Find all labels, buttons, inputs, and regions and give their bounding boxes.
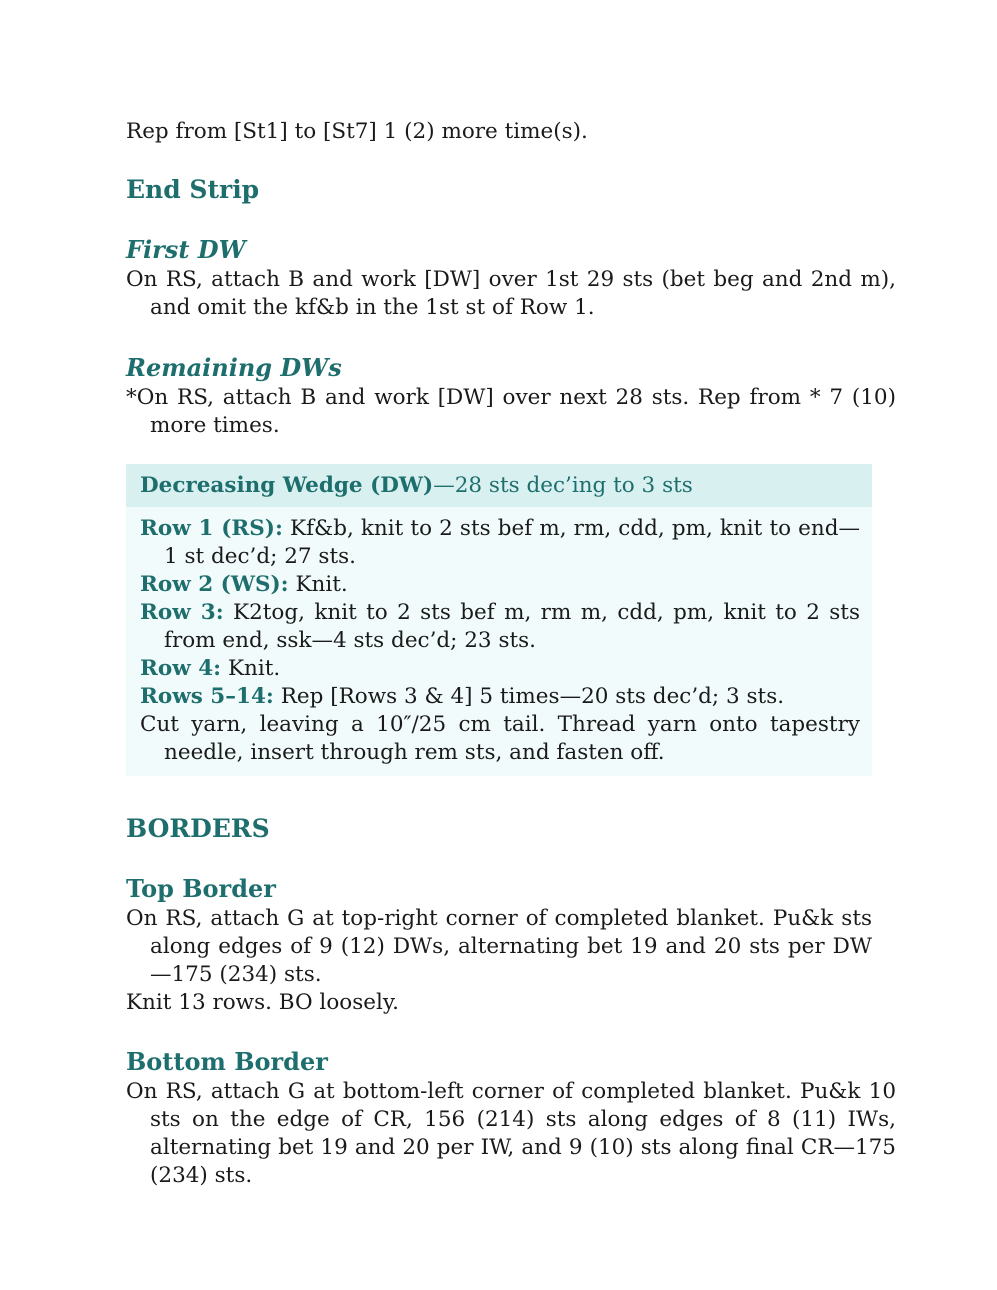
first-dw-text: On RS, attach B and work [DW] over 1st 29 sts (bet beg and 2nd m), and omit the kf&b in the 1st st of Row 1. <box>126 267 896 320</box>
row-label: Rows 5–14: <box>140 684 274 709</box>
row-2 <box>140 571 860 599</box>
box-title-rest: —28 sts dec’ing to 3 sts <box>433 473 693 498</box>
row-label: Row 1 (RS): <box>140 516 283 541</box>
row-text: Knit. <box>288 572 348 597</box>
row-1 <box>140 515 860 571</box>
box-body <box>126 507 872 775</box>
rows-5-14 <box>140 683 860 711</box>
row-text: Knit. <box>221 656 281 681</box>
bottom-border-text: On RS, attach G at bottom-left corner of completed blanket. Pu&k 10 sts on the edge of CR, 156 (214) sts along edges of 8 (11) IWs, alternating bet 19 and 20 per IW, and 9 (10) sts along final CR—175 (234) sts. <box>126 1079 896 1188</box>
box-title-bold: Decreasing Wedge (DW) <box>140 473 434 498</box>
box-title <box>126 464 872 507</box>
row-label: Row 2 (WS): <box>140 572 289 597</box>
row-text: Kf&b, knit to 2 sts bef m, rm, cdd, pm, knit to end—1 st dec’d; 27 sts. <box>164 516 860 569</box>
end-strip-heading: End Strip <box>126 175 260 204</box>
box-closing: Cut yarn, leaving a 10″/25 cm tail. Thread yarn onto tapestry needle, insert through rem sts, and fasten off. <box>140 712 860 765</box>
top-border-text-2: Knit 13 rows. BO loosely. <box>126 990 399 1015</box>
row-text: K2tog, knit to 2 sts bef m, rm m, cdd, pm, knit to 2 sts from end, ssk—4 sts dec’d; 23 sts. <box>164 600 860 653</box>
row-label: Row 4: <box>140 656 222 681</box>
row-4 <box>140 655 860 683</box>
top-border-text: On RS, attach G at top-right corner of completed blanket. Pu&k sts along edges of 9 (12) DWs, alternating bet 19 and 20 sts per DW—175 (234) sts. <box>126 906 872 987</box>
borders-heading: BORDERS <box>126 814 270 843</box>
remaining-dws-text: *On RS, attach B and work [DW] over next 28 sts. Rep from * 7 (10) more times. <box>126 385 896 438</box>
row-3 <box>140 599 860 655</box>
first-dw-heading: First DW <box>126 235 246 264</box>
row-label: Row 3: <box>140 600 224 625</box>
decreasing-wedge-box <box>126 464 872 776</box>
top-border-heading: Top Border <box>126 874 276 903</box>
intro-line: Rep from [St1] to [St7] 1 (2) more time(s). <box>126 119 588 144</box>
remaining-dws-heading: Remaining DWs <box>126 353 342 382</box>
bottom-border-heading: Bottom Border <box>126 1047 328 1076</box>
top-border-section <box>126 905 872 1017</box>
row-text: Rep [Rows 3 & 4] 5 times—20 sts dec’d; 3 sts. <box>273 684 785 709</box>
